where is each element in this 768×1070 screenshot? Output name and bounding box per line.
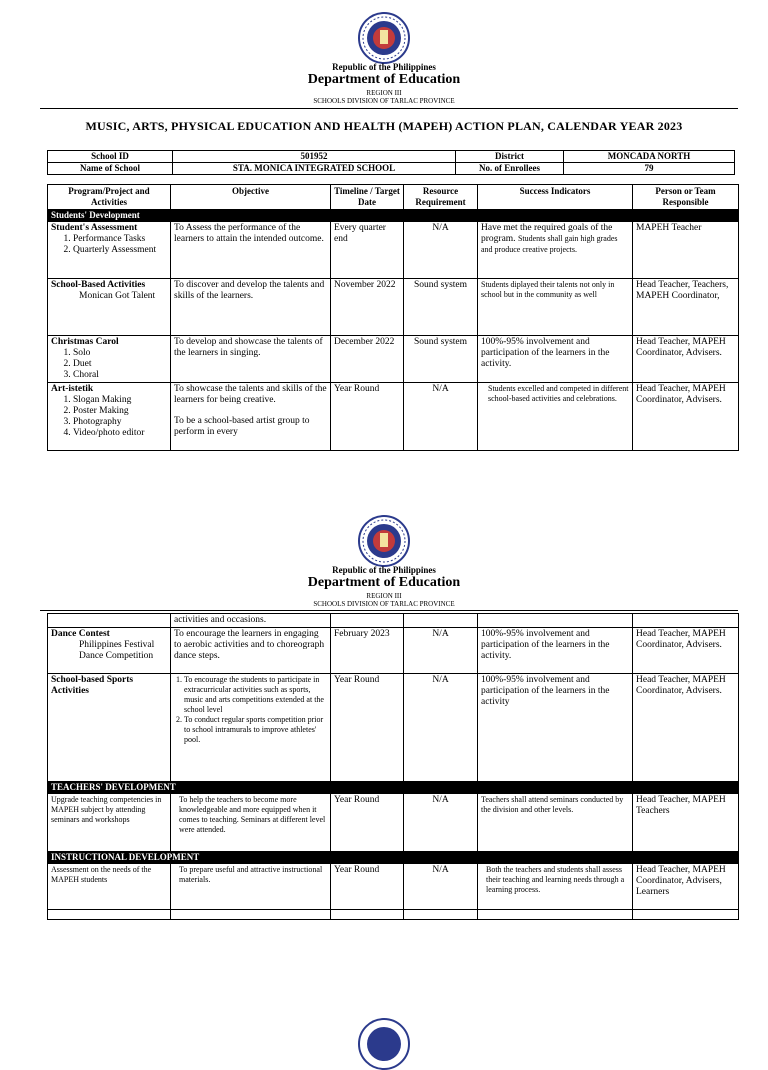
list-item: 2. Duet xyxy=(73,359,167,370)
person-cell: Head Teacher, MAPEH Teachers xyxy=(633,794,739,852)
department-line: Department of Education xyxy=(307,575,461,590)
resource-cell: Sound system xyxy=(404,336,478,383)
school-info-table xyxy=(47,150,735,175)
success-cell: Students diplayed their talents not only in school but in the community as well xyxy=(478,279,633,336)
timeline-cell: Every quarter end xyxy=(331,222,404,279)
school-name-label: Name of School xyxy=(48,163,173,175)
deped-seal-icon xyxy=(358,1018,410,1070)
section-teachers: TEACHERS' DEVELOPMENT xyxy=(48,782,739,794)
table-row xyxy=(48,674,739,782)
action-plan-table-page2 xyxy=(47,613,739,920)
objective-cell: To Assess the performance of the learners to attain the intended outcome. xyxy=(171,222,331,279)
objective-cell-2: To be a school-based artist group to perform in every xyxy=(174,416,310,437)
enrollees-label: No. of Enrollees xyxy=(456,163,564,175)
resource-cell: N/A xyxy=(404,864,478,910)
program-sub: Monican Got Talent xyxy=(79,291,156,301)
success-cell: Have met the required goals of the program. xyxy=(481,223,613,244)
success-cell: Students excelled and competed in different school-based activities and celebrations. xyxy=(478,383,633,451)
program-title: Dance Contest xyxy=(51,629,110,639)
person-cell: Head Teacher, MAPEH Coordinator, Advisers, Learners xyxy=(633,864,739,910)
plan-title: MUSIC, ARTS, PHYSICAL EDUCATION AND HEALTH (MAPEH) ACTION PLAN, CALENDAR YEAR 2023 xyxy=(85,119,683,133)
col-timeline: Timeline / Target Date xyxy=(331,185,404,210)
district-value: MONCADA NORTH xyxy=(564,151,735,163)
school-name-value: STA. MONICA INTEGRATED SCHOOL xyxy=(173,163,456,175)
person-cell: Head Teacher, Teachers, MAPEH Coordinator, xyxy=(633,279,739,336)
republic-line: Republic of the Philippines xyxy=(332,565,436,575)
table-row xyxy=(48,628,739,674)
objective-cell: To encourage the learners in engaging to aerobic activities and to choreograph dance steps. xyxy=(171,628,331,674)
list-item: 3. Photography xyxy=(73,417,167,428)
person-cell: Head Teacher, MAPEH Coordinator, Advisers. xyxy=(633,383,739,451)
timeline-cell: Year Round xyxy=(331,383,404,451)
success-cell: 100%-95% involvement and participation of the learners in the activity. xyxy=(478,628,633,674)
program-sub: Philippines Festival Dance Competition xyxy=(79,640,155,661)
deped-seal-icon xyxy=(358,515,410,567)
col-program: Program/Project and Activities xyxy=(48,185,171,210)
table-row xyxy=(48,614,739,628)
success-cell-note: Students shall gain high grades and produce creative projects. xyxy=(481,234,618,254)
program-title: Assessment on the needs of the MAPEH students xyxy=(48,864,171,910)
objective-cell: To develop and showcase the talents of the learners in singing. xyxy=(171,336,331,383)
header-rule xyxy=(40,610,738,611)
person-cell: Head Teacher, MAPEH Coordinator, Advisers. xyxy=(633,628,739,674)
resource-cell: N/A xyxy=(404,222,478,279)
program-title: School-based Sports Activities xyxy=(48,674,171,782)
department-line: Department of Education xyxy=(307,72,461,87)
objective-cell: To help the teachers to become more knowledgeable and more equipped when it comes to teaching. Seminars at different level were attended. xyxy=(171,794,331,852)
col-success: Success Indicators xyxy=(478,185,633,210)
table-row xyxy=(48,383,739,451)
deped-seal-icon xyxy=(358,12,410,64)
objective-cell: activities and occasions. xyxy=(171,614,331,628)
table-header-row xyxy=(48,185,739,210)
action-plan-table-page1 xyxy=(47,184,739,451)
timeline-cell: November 2022 xyxy=(331,279,404,336)
col-objective: Objective xyxy=(171,185,331,210)
success-cell: 100%-95% involvement and participation of the learners in the activity xyxy=(478,674,633,782)
timeline-cell: February 2023 xyxy=(331,628,404,674)
division-line: SCHOOLS DIVISION OF TARLAC PROVINCE xyxy=(313,600,455,608)
program-title: School-Based Activities xyxy=(51,280,146,290)
resource-cell: N/A xyxy=(404,383,478,451)
list-item: 4. Video/photo editor xyxy=(73,428,167,439)
list-item: 2. Quarterly Assessment xyxy=(73,245,167,256)
region-line: REGION III xyxy=(366,592,402,600)
resource-cell: N/A xyxy=(404,794,478,852)
list-item: 1. To encourage the students to participate in extracurricular activities such as sports, music and arts competitions extended at the school level xyxy=(184,675,327,715)
col-resource: Resource Requirement xyxy=(404,185,478,210)
program-title: Upgrade teaching competencies in MAPEH subject by attending seminars and workshops xyxy=(48,794,171,852)
republic-line: Republic of the Philippines xyxy=(332,62,436,72)
person-cell: Head Teacher, MAPEH Coordinator, Advisers. xyxy=(633,674,739,782)
section-instructional: INSTRUCTIONAL DEVELOPMENT xyxy=(48,852,739,864)
table-row xyxy=(48,222,739,279)
school-id-value: 501952 xyxy=(173,151,456,163)
enrollees-value: 79 xyxy=(564,163,735,175)
region-line: REGION III xyxy=(366,89,402,97)
list-item: 2. Poster Making xyxy=(73,406,167,417)
resource-cell: N/A xyxy=(404,628,478,674)
table-row xyxy=(48,864,739,910)
objective-cell: To showcase the talents and skills of the learners for being creative. xyxy=(174,384,327,405)
district-label: District xyxy=(456,151,564,163)
resource-cell: Sound system xyxy=(404,279,478,336)
success-cell: 100%-95% involvement and participation of the learners in the activity. xyxy=(478,336,633,383)
program-title: Student's Assessment xyxy=(51,223,138,233)
program-title: Art-istetik xyxy=(51,384,94,394)
person-cell: MAPEH Teacher xyxy=(633,222,739,279)
section-students: Students' Development xyxy=(48,210,739,222)
timeline-cell: Year Round xyxy=(331,864,404,910)
list-item: 3. Choral xyxy=(73,370,167,381)
col-person: Person or Team Responsible xyxy=(633,185,739,210)
success-cell: Both the teachers and students shall assess their teaching and learning needs through a learning process. xyxy=(478,864,633,910)
table-row xyxy=(48,794,739,852)
school-id-label: School ID xyxy=(48,151,173,163)
timeline-cell: Year Round xyxy=(331,674,404,782)
list-item: 1. Solo xyxy=(73,348,167,359)
objective-cell: To prepare useful and attractive instructional materials. xyxy=(171,864,331,910)
list-item: 1. Performance Tasks xyxy=(73,234,167,245)
success-cell: Teachers shall attend seminars conducted by the division and other levels. xyxy=(478,794,633,852)
resource-cell: N/A xyxy=(404,674,478,782)
program-title: Christmas Carol xyxy=(51,337,119,347)
table-row xyxy=(48,336,739,383)
list-item: 1. Slogan Making xyxy=(73,395,167,406)
header-rule xyxy=(40,108,738,109)
list-item: 2. To conduct regular sports competition prior to school intramurals to improve athletes' pool. xyxy=(184,715,327,745)
table-row xyxy=(48,279,739,336)
person-cell: Head Teacher, MAPEH Coordinator, Advisers. xyxy=(633,336,739,383)
timeline-cell: Year Round xyxy=(331,794,404,852)
objective-cell: To discover and develop the talents and skills of the learners. xyxy=(171,279,331,336)
timeline-cell: December 2022 xyxy=(331,336,404,383)
division-line: SCHOOLS DIVISION OF TARLAC PROVINCE xyxy=(313,97,455,105)
table-row xyxy=(48,910,739,920)
